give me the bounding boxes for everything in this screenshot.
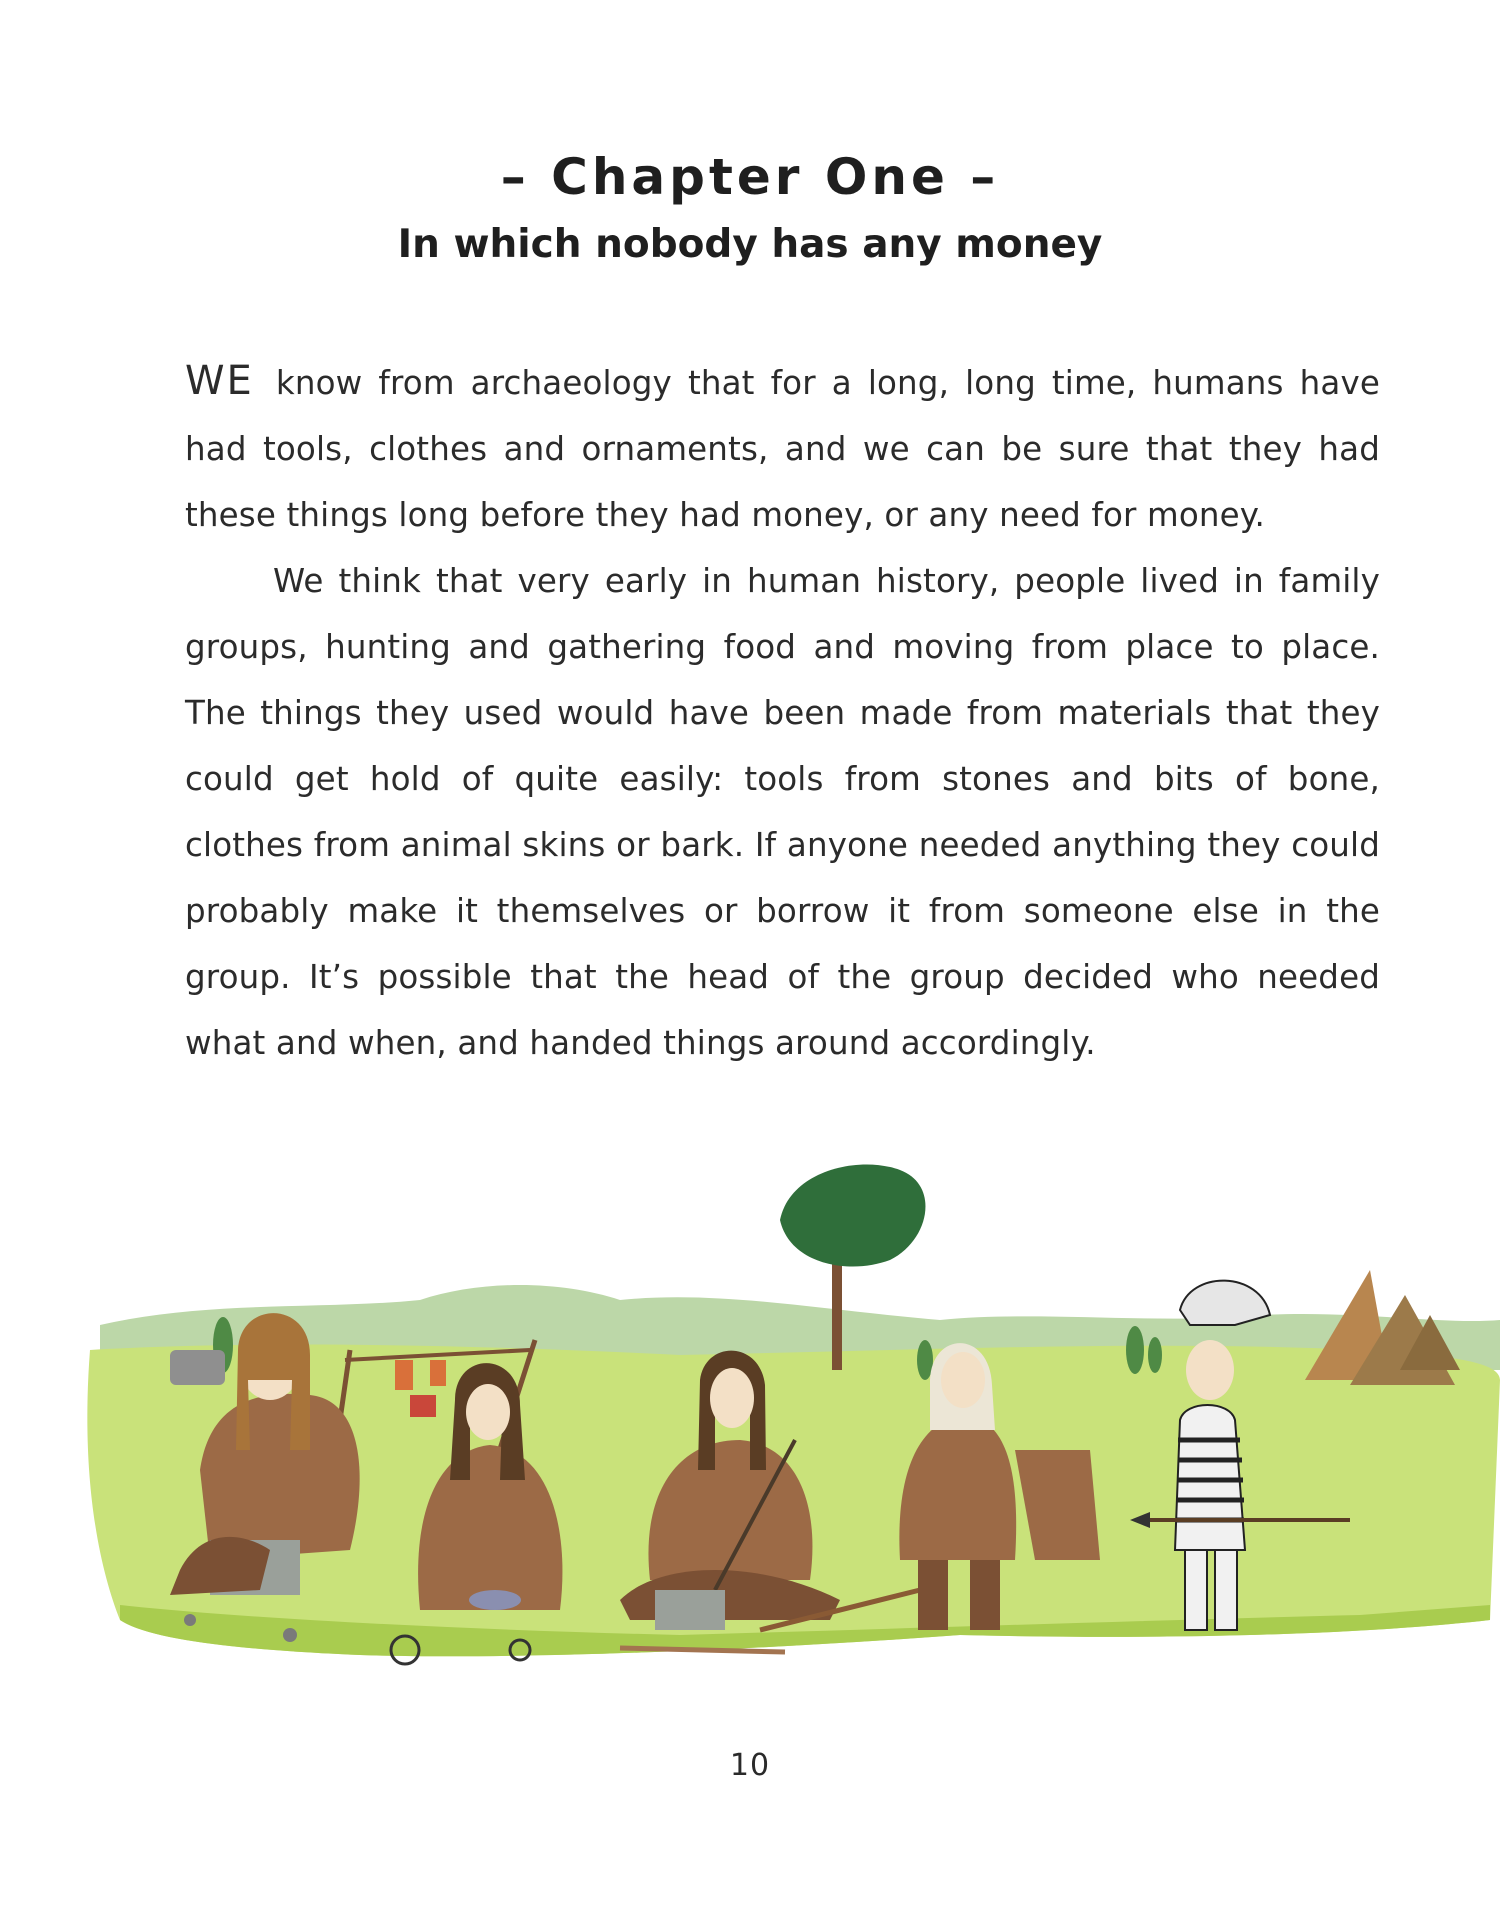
hanging-cloth: [395, 1360, 413, 1390]
stone: [283, 1628, 297, 1642]
chapter-subtitle: In which nobody has any money: [397, 222, 1103, 267]
paragraph-1: [185, 348, 1380, 548]
paragraph-1-text: know from archaeology that for a long, long time, humans have had tools, clothes and ornaments, and we can be sure that they had these things long before they had money, or any need for money.: [185, 364, 1380, 534]
page-number: 10: [729, 1748, 771, 1783]
paragraph-2: We think that very early in human history, people lived in family groups, hunting and gathering food and moving from place to place. The things they used would have been made from materials that they could get hold of quite easily: tools from stones and bits of bone, clothes from animal skins or bark. If anyone needed anything they could probably make it themselves or borrow it from someone else in the group. It’s possible that the head of the group decided who needed what and when, and handed things around accordingly.: [185, 562, 1380, 1062]
tree-trunk: [832, 1260, 842, 1370]
small-tree: [1148, 1337, 1162, 1373]
prehistoric-group-illustration: [60, 1150, 1500, 1700]
chapter-heading: – Chapter One –: [500, 148, 1000, 206]
tree-canopy: [780, 1164, 925, 1266]
dropcap: WE: [185, 358, 254, 404]
hanging-cloth: [430, 1360, 446, 1386]
body-text: [185, 348, 1380, 1076]
small-tree: [1126, 1326, 1144, 1374]
stone: [184, 1614, 196, 1626]
hanging-cloth: [410, 1395, 436, 1417]
